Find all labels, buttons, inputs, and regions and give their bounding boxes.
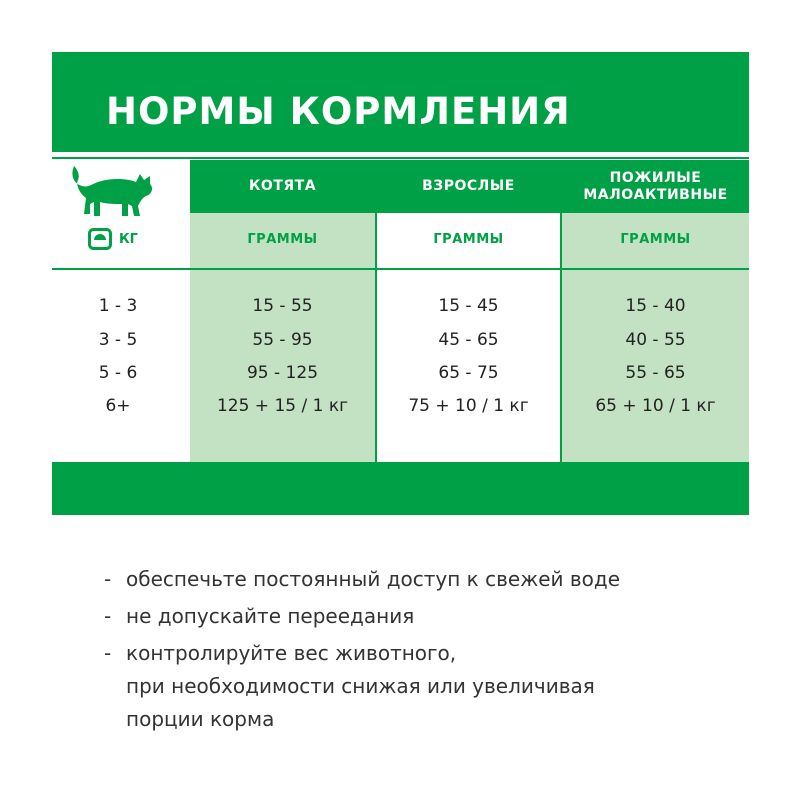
bottom-bar [52,462,749,515]
value-cell: 65 + 10 / 1 кг [595,396,716,416]
value-cell: 75 + 10 / 1 кг [408,396,529,416]
header-adults: ВЗРОСЛЫЕ [377,160,560,213]
value-cell: 95 - 125 [246,363,319,383]
units-divider [52,268,749,270]
cat-icon [70,162,158,220]
page-title: НОРМЫ КОРМЛЕНИЯ [106,90,571,133]
weight-cell: 6+ [105,396,131,416]
value-cell: 45 - 65 [438,330,499,350]
weight-unit-label: КГ [119,232,138,247]
note-item: - не допускайте переедания [104,604,415,628]
unit-kittens: ГРАММЫ [247,232,318,247]
value-cell: 40 - 55 [625,330,686,350]
header-seniors: ПОЖИЛЫЕ МАЛОАКТИВНЫЕ [562,160,749,213]
note-item: - обеспечьте постоянный доступ к свежей воде [104,567,621,591]
value-cell: 65 - 75 [438,363,499,383]
header-kittens: КОТЯТА [190,160,375,213]
feeding-notes [104,563,744,736]
weight-cell: 1 - 3 [98,296,138,316]
feeding-table-panel [52,52,749,515]
value-cell: 55 - 95 [252,330,313,350]
note-item: - контролируйте вес животного, при необходимости снижая или увеличивая порции корма [104,641,595,731]
weight-cell: 3 - 5 [98,330,138,350]
value-cell: 15 - 55 [252,296,313,316]
value-cell: 15 - 45 [438,296,499,316]
value-cell: 55 - 65 [625,363,686,383]
unit-adults: ГРАММЫ [433,232,504,247]
value-cell: 15 - 40 [625,296,686,316]
value-cell: 125 + 15 / 1 кг [216,396,349,416]
unit-seniors: ГРАММЫ [620,232,691,247]
header-divider [52,157,749,159]
scale-icon [88,228,112,250]
title-bar [52,52,749,152]
weight-cell: 5 - 6 [98,363,138,383]
